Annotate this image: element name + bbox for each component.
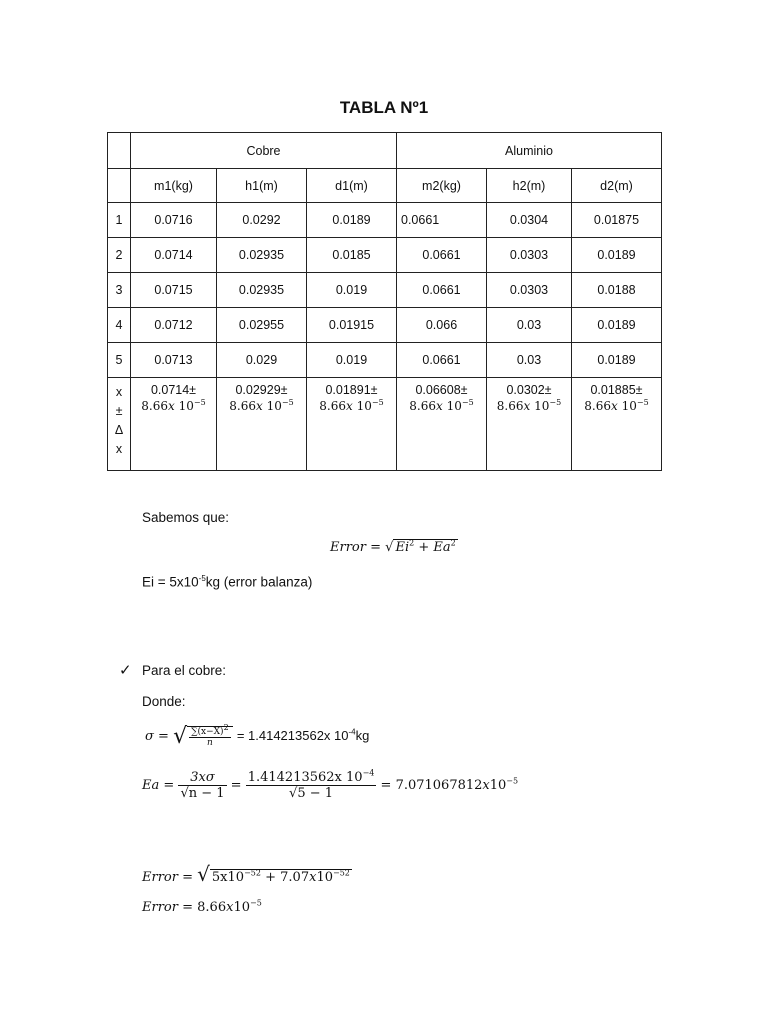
error-formula: Error = √ Ei$^2$ + Ea$^2$ bbox=[330, 538, 456, 555]
data-table bbox=[107, 132, 662, 471]
column-header: d1(m) bbox=[307, 169, 397, 203]
table-cell: 0.029 bbox=[217, 343, 307, 378]
table-cell: 0.0715 bbox=[131, 273, 217, 308]
error-result: Error = $8.66x10^{-5}$ bbox=[142, 898, 262, 915]
average-cell: 0.0714± 8.66x $10^{-5}$ bbox=[131, 378, 217, 471]
sqrt-symbol: √ bbox=[173, 724, 188, 749]
row-label: 4 bbox=[108, 308, 131, 343]
group-header-aluminio: Aluminio bbox=[397, 133, 662, 169]
table-cell: 0.0661 bbox=[397, 343, 487, 378]
column-header: m1(kg) bbox=[131, 169, 217, 203]
sigma-formula: σ = √ $\frac{\sum(x-X)^2}{n}$ = 1.414213562x $10^{-4}kg$ bbox=[145, 722, 370, 749]
table-cell: 0.0714 bbox=[131, 238, 217, 273]
table-cell: 0.02955 bbox=[217, 308, 307, 343]
table-cell: 0.02935 bbox=[217, 238, 307, 273]
row-label: 2 bbox=[108, 238, 131, 273]
table-row bbox=[108, 308, 662, 343]
table-cell: 0.019 bbox=[307, 273, 397, 308]
average-cell: 0.06608± 8.66x $10^{-5}$ bbox=[397, 378, 487, 471]
table-average-row bbox=[108, 378, 662, 471]
table-corner-cell bbox=[108, 133, 131, 169]
column-header: h1(m) bbox=[217, 169, 307, 203]
table-row bbox=[108, 238, 662, 273]
error-calculation: Error = √ $5x10^{-52} + 7.07x10^{-52}$ bbox=[142, 862, 350, 886]
table-column-header-row bbox=[108, 169, 662, 203]
table-cell: 0.02935 bbox=[217, 273, 307, 308]
column-header: d2(m) bbox=[572, 169, 662, 203]
average-cell: 0.01885± 8.66x $10^{-5}$ bbox=[572, 378, 662, 471]
table-cell: 0.0661 bbox=[397, 273, 487, 308]
table-cell: 0.0189 bbox=[572, 238, 662, 273]
row-label: 5 bbox=[108, 343, 131, 378]
table-cell: 0.0292 bbox=[217, 203, 307, 238]
sqrt-symbol: √ bbox=[385, 540, 394, 555]
table-cell: 0.01915 bbox=[307, 308, 397, 343]
table-cell: 0.01875 bbox=[572, 203, 662, 238]
table-row bbox=[108, 343, 662, 378]
donde-text: Donde: bbox=[142, 694, 186, 709]
table-cell: 0.0303 bbox=[487, 238, 572, 273]
sqrt-symbol: √ bbox=[197, 862, 210, 886]
average-cell: 0.01891± 8.66x $10^{-5}$ bbox=[307, 378, 397, 471]
table-cell: 0.0712 bbox=[131, 308, 217, 343]
sabemos-text: Sabemos que: bbox=[142, 510, 230, 525]
table-cell: 0.03 bbox=[487, 343, 572, 378]
para-cobre-heading: Para el cobre: bbox=[142, 663, 227, 678]
check-icon: ✓ bbox=[119, 662, 132, 679]
table-row bbox=[108, 273, 662, 308]
column-header: m2(kg) bbox=[397, 169, 487, 203]
column-header: h2(m) bbox=[487, 169, 572, 203]
table-cell: 0.0303 bbox=[487, 273, 572, 308]
table-cell: 0.0661 bbox=[397, 203, 487, 238]
table-cell: 0.0189 bbox=[572, 343, 662, 378]
table-cell: 0.0189 bbox=[572, 308, 662, 343]
table-cell: 0.03 bbox=[487, 308, 572, 343]
group-header-cobre: Cobre bbox=[131, 133, 397, 169]
table-cell: 0.066 bbox=[397, 308, 487, 343]
ei-line: $Ei = 5x10^{-5}kg$ (error balanza) bbox=[142, 574, 313, 590]
table-cell: 0.0185 bbox=[307, 238, 397, 273]
table-cell: 0.019 bbox=[307, 343, 397, 378]
average-row-label: x ± Δ x bbox=[108, 378, 131, 471]
page-title: TABLA Nº1 bbox=[339, 98, 429, 117]
table-cell: 0.0716 bbox=[131, 203, 217, 238]
ea-formula: Ea = $\frac{3x\sigma}{√n - 1}$ = $\frac{1.414213562x 10^{-4}}{√5 - 1}$ = $7.071067812x10^{-5}$ bbox=[142, 768, 519, 801]
table-cell: 0.0188 bbox=[572, 273, 662, 308]
table-corner-cell bbox=[108, 169, 131, 203]
table-cell: 0.0661 bbox=[397, 238, 487, 273]
table-cell: 0.0713 bbox=[131, 343, 217, 378]
table-row bbox=[108, 203, 662, 238]
row-label: 1 bbox=[108, 203, 131, 238]
table-cell: 0.0189 bbox=[307, 203, 397, 238]
average-cell: 0.02929± 8.66x $10^{-5}$ bbox=[217, 378, 307, 471]
table-cell: 0.0304 bbox=[487, 203, 572, 238]
table-group-header-row bbox=[108, 133, 662, 169]
average-cell: 0.0302± 8.66x $10^{-5}$ bbox=[487, 378, 572, 471]
row-label: 3 bbox=[108, 273, 131, 308]
